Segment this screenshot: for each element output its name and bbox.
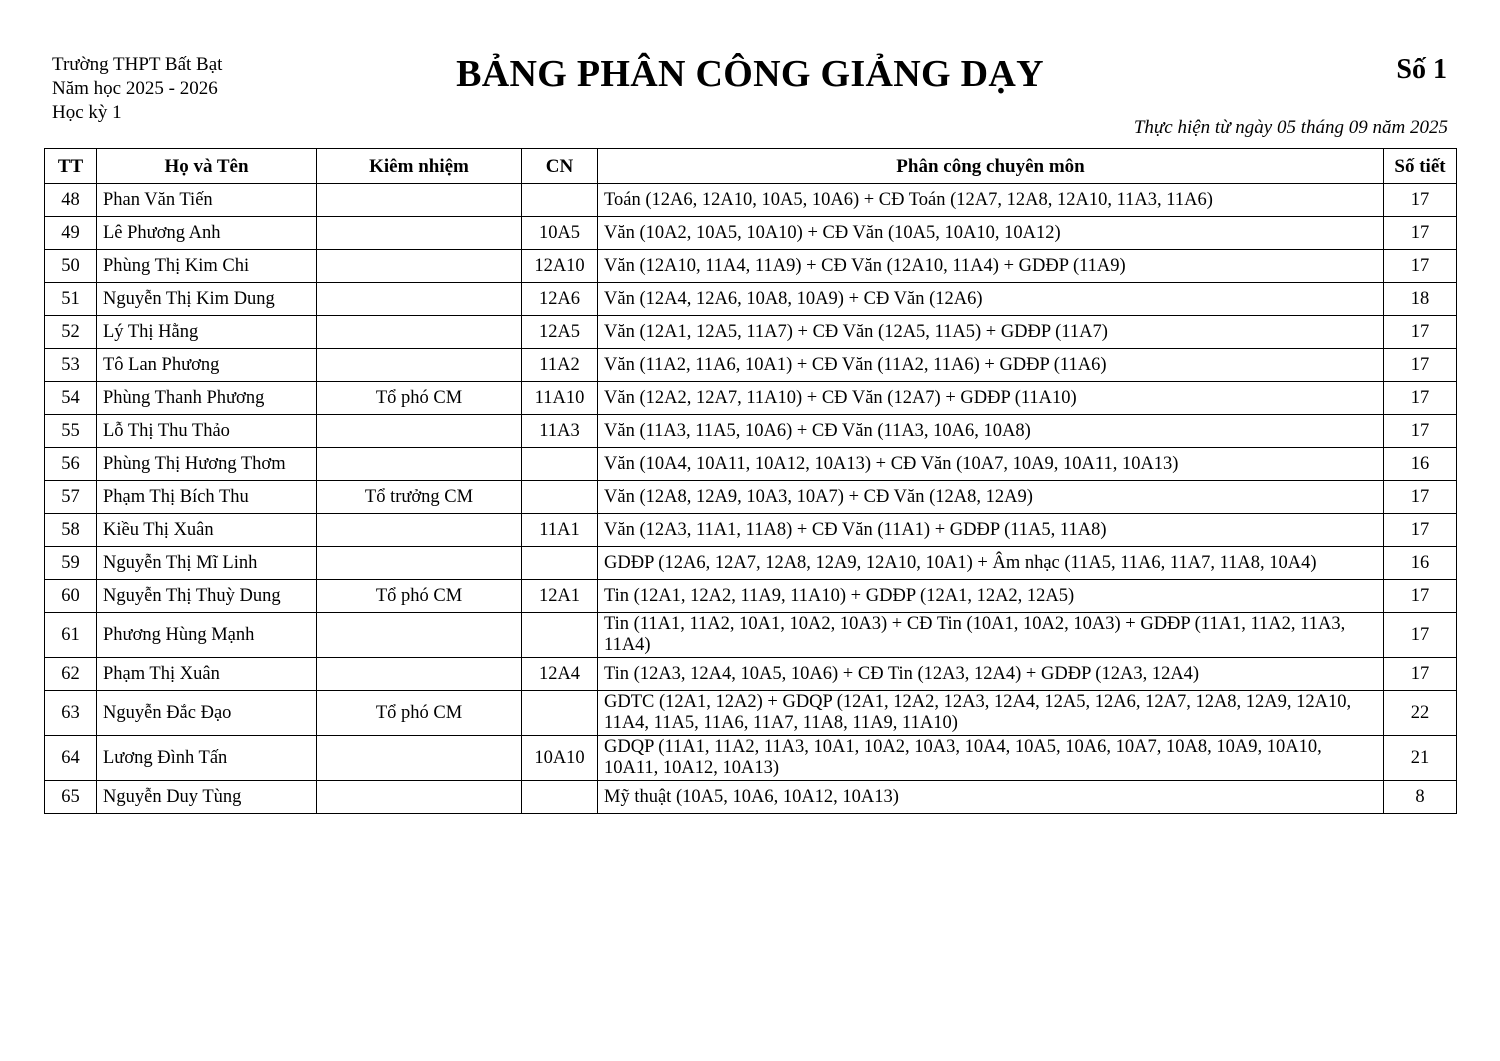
cell-role [317,514,522,547]
cell-periods: 17 [1384,481,1457,514]
cell-tt: 64 [45,736,97,781]
cell-tt: 48 [45,184,97,217]
column-header-role: Kiêm nhiệm [317,149,522,184]
cell-tt: 55 [45,415,97,448]
table-row [45,547,1457,580]
table-row [45,736,1457,781]
cell-name: Nguyễn Duy Tùng [97,781,317,814]
cell-cn: 12A4 [522,658,598,691]
school-name: Trường THPT Bất Bạt [52,54,223,75]
cell-tt: 51 [45,283,97,316]
cell-cn [522,613,598,658]
table-row [45,481,1457,514]
cell-name: Kiều Thị Xuân [97,514,317,547]
cell-cn [522,481,598,514]
cell-cn: 12A6 [522,283,598,316]
table-row [45,658,1457,691]
cell-cn [522,547,598,580]
cell-periods: 16 [1384,448,1457,481]
cell-tt: 50 [45,250,97,283]
cell-role [317,448,522,481]
cell-cn: 11A1 [522,514,598,547]
cell-cn: 11A10 [522,382,598,415]
table-header-row [45,149,1457,184]
cell-name: Nguyễn Thị Thuỳ Dung [97,580,317,613]
column-header-subjects: Phân công chuyên môn [598,149,1384,184]
cell-cn: 10A5 [522,217,598,250]
table-row [45,217,1457,250]
document-title: BẢNG PHÂN CÔNG GIẢNG DẠY [456,53,1044,95]
cell-subjects: GDTC (12A1, 12A2) + GDQP (12A1, 12A2, 12A3, 12A4, 12A5, 12A6, 12A7, 12A8, 12A9, 12A10, 11A4, 11A5, 11A6, 11A7, 11A8, 11A9, 11A10) [598,691,1384,736]
cell-cn: 12A1 [522,580,598,613]
cell-periods: 22 [1384,691,1457,736]
cell-tt: 63 [45,691,97,736]
cell-periods: 17 [1384,658,1457,691]
cell-subjects: Tin (11A1, 11A2, 10A1, 10A2, 10A3) + CĐ Tin (10A1, 10A2, 10A3) + GDĐP (11A1, 11A2, 11A3, 11A4) [598,613,1384,658]
cell-tt: 59 [45,547,97,580]
cell-name: Phạm Thị Bích Thu [97,481,317,514]
table-row [45,613,1457,658]
document-number: Số 1 [1396,54,1447,85]
cell-cn: 12A5 [522,316,598,349]
cell-tt: 52 [45,316,97,349]
cell-periods: 17 [1384,349,1457,382]
table-row [45,448,1457,481]
cell-subjects: Văn (12A8, 12A9, 10A3, 10A7) + CĐ Văn (12A8, 12A9) [598,481,1384,514]
cell-role: Tổ phó CM [317,580,522,613]
cell-tt: 53 [45,349,97,382]
cell-subjects: Tin (12A1, 12A2, 11A9, 11A10) + GDĐP (12A1, 12A2, 12A5) [598,580,1384,613]
table-row [45,514,1457,547]
table-body [45,184,1457,814]
cell-name: Lỗ Thị Thu Thảo [97,415,317,448]
school-year: Năm học 2025 - 2026 [52,78,218,99]
cell-cn [522,184,598,217]
cell-subjects: Văn (11A2, 11A6, 10A1) + CĐ Văn (11A2, 11A6) + GDĐP (11A6) [598,349,1384,382]
cell-tt: 49 [45,217,97,250]
cell-tt: 60 [45,580,97,613]
cell-tt: 61 [45,613,97,658]
cell-name: Nguyễn Thị Kim Dung [97,283,317,316]
table-row [45,415,1457,448]
cell-name: Phùng Thị Kim Chi [97,250,317,283]
effective-date: Thực hiện từ ngày 05 tháng 09 năm 2025 [1133,117,1448,138]
semester: Học kỳ 1 [52,102,122,123]
cell-name: Lý Thị Hằng [97,316,317,349]
cell-periods: 21 [1384,736,1457,781]
cell-role: Tổ phó CM [317,382,522,415]
cell-periods: 17 [1384,580,1457,613]
table-row [45,316,1457,349]
cell-name: Phương Hùng Mạnh [97,613,317,658]
table-row [45,349,1457,382]
cell-role [317,736,522,781]
cell-periods: 8 [1384,781,1457,814]
cell-periods: 17 [1384,415,1457,448]
school-info [52,53,222,125]
cell-subjects: Văn (12A3, 11A1, 11A8) + CĐ Văn (11A1) + GDĐP (11A5, 11A8) [598,514,1384,547]
cell-tt: 65 [45,781,97,814]
cell-periods: 16 [1384,547,1457,580]
cell-role [317,781,522,814]
cell-name: Tô Lan Phương [97,349,317,382]
cell-tt: 56 [45,448,97,481]
cell-subjects: Văn (12A4, 12A6, 10A8, 10A9) + CĐ Văn (12A6) [598,283,1384,316]
cell-periods: 18 [1384,283,1457,316]
cell-periods: 17 [1384,382,1457,415]
cell-subjects: Tin (12A3, 12A4, 10A5, 10A6) + CĐ Tin (12A3, 12A4) + GDĐP (12A3, 12A4) [598,658,1384,691]
cell-role [317,613,522,658]
cell-periods: 17 [1384,613,1457,658]
cell-subjects: Toán (12A6, 12A10, 10A5, 10A6) + CĐ Toán (12A7, 12A8, 12A10, 11A3, 11A6) [598,184,1384,217]
column-header-periods: Số tiết [1384,149,1457,184]
cell-role: Tổ trưởng CM [317,481,522,514]
cell-subjects: Văn (10A2, 10A5, 10A10) + CĐ Văn (10A5, 10A10, 10A12) [598,217,1384,250]
table-row [45,184,1457,217]
cell-subjects: Văn (12A2, 12A7, 11A10) + CĐ Văn (12A7) + GDĐP (11A10) [598,382,1384,415]
cell-role [317,316,522,349]
cell-tt: 57 [45,481,97,514]
cell-subjects: GDĐP (12A6, 12A7, 12A8, 12A9, 12A10, 10A1) + Âm nhạc (11A5, 11A6, 11A7, 11A8, 10A4) [598,547,1384,580]
cell-subjects: Văn (10A4, 10A11, 10A12, 10A13) + CĐ Văn (10A7, 10A9, 10A11, 10A13) [598,448,1384,481]
cell-role [317,415,522,448]
table-row [45,781,1457,814]
cell-role: Tổ phó CM [317,691,522,736]
cell-tt: 54 [45,382,97,415]
cell-periods: 17 [1384,217,1457,250]
cell-name: Nguyễn Đắc Đạo [97,691,317,736]
cell-role [317,283,522,316]
cell-periods: 17 [1384,184,1457,217]
cell-name: Nguyễn Thị Mĩ Linh [97,547,317,580]
cell-tt: 62 [45,658,97,691]
cell-name: Lê Phương Anh [97,217,317,250]
cell-cn: 11A2 [522,349,598,382]
cell-role [317,250,522,283]
column-header-tt: TT [45,149,97,184]
cell-name: Phan Văn Tiến [97,184,317,217]
table-row [45,691,1457,736]
assignment-table [44,148,1457,814]
cell-cn: 10A10 [522,736,598,781]
table-row [45,283,1457,316]
cell-periods: 17 [1384,514,1457,547]
cell-role [317,184,522,217]
cell-name: Phạm Thị Xuân [97,658,317,691]
cell-subjects: Văn (12A10, 11A4, 11A9) + CĐ Văn (12A10, 11A4) + GDĐP (11A9) [598,250,1384,283]
cell-role [317,658,522,691]
column-header-name: Họ và Tên [97,149,317,184]
cell-role [317,547,522,580]
table-row [45,250,1457,283]
cell-cn: 11A3 [522,415,598,448]
cell-name: Lương Đình Tấn [97,736,317,781]
cell-subjects: Văn (11A3, 11A5, 10A6) + CĐ Văn (11A3, 10A6, 10A8) [598,415,1384,448]
cell-role [317,217,522,250]
cell-cn [522,691,598,736]
cell-cn [522,448,598,481]
table-row [45,382,1457,415]
cell-subjects: Mỹ thuật (10A5, 10A6, 10A12, 10A13) [598,781,1384,814]
cell-name: Phùng Thanh Phương [97,382,317,415]
cell-role [317,349,522,382]
cell-tt: 58 [45,514,97,547]
cell-periods: 17 [1384,316,1457,349]
cell-name: Phùng Thị Hương Thơm [97,448,317,481]
table-row [45,580,1457,613]
cell-subjects: Văn (12A1, 12A5, 11A7) + CĐ Văn (12A5, 11A5) + GDĐP (11A7) [598,316,1384,349]
cell-cn [522,781,598,814]
cell-periods: 17 [1384,250,1457,283]
cell-subjects: GDQP (11A1, 11A2, 11A3, 10A1, 10A2, 10A3, 10A4, 10A5, 10A6, 10A7, 10A8, 10A9, 10A10, 10A11, 10A12, 10A13) [598,736,1384,781]
cell-cn: 12A10 [522,250,598,283]
column-header-cn: CN [522,149,598,184]
